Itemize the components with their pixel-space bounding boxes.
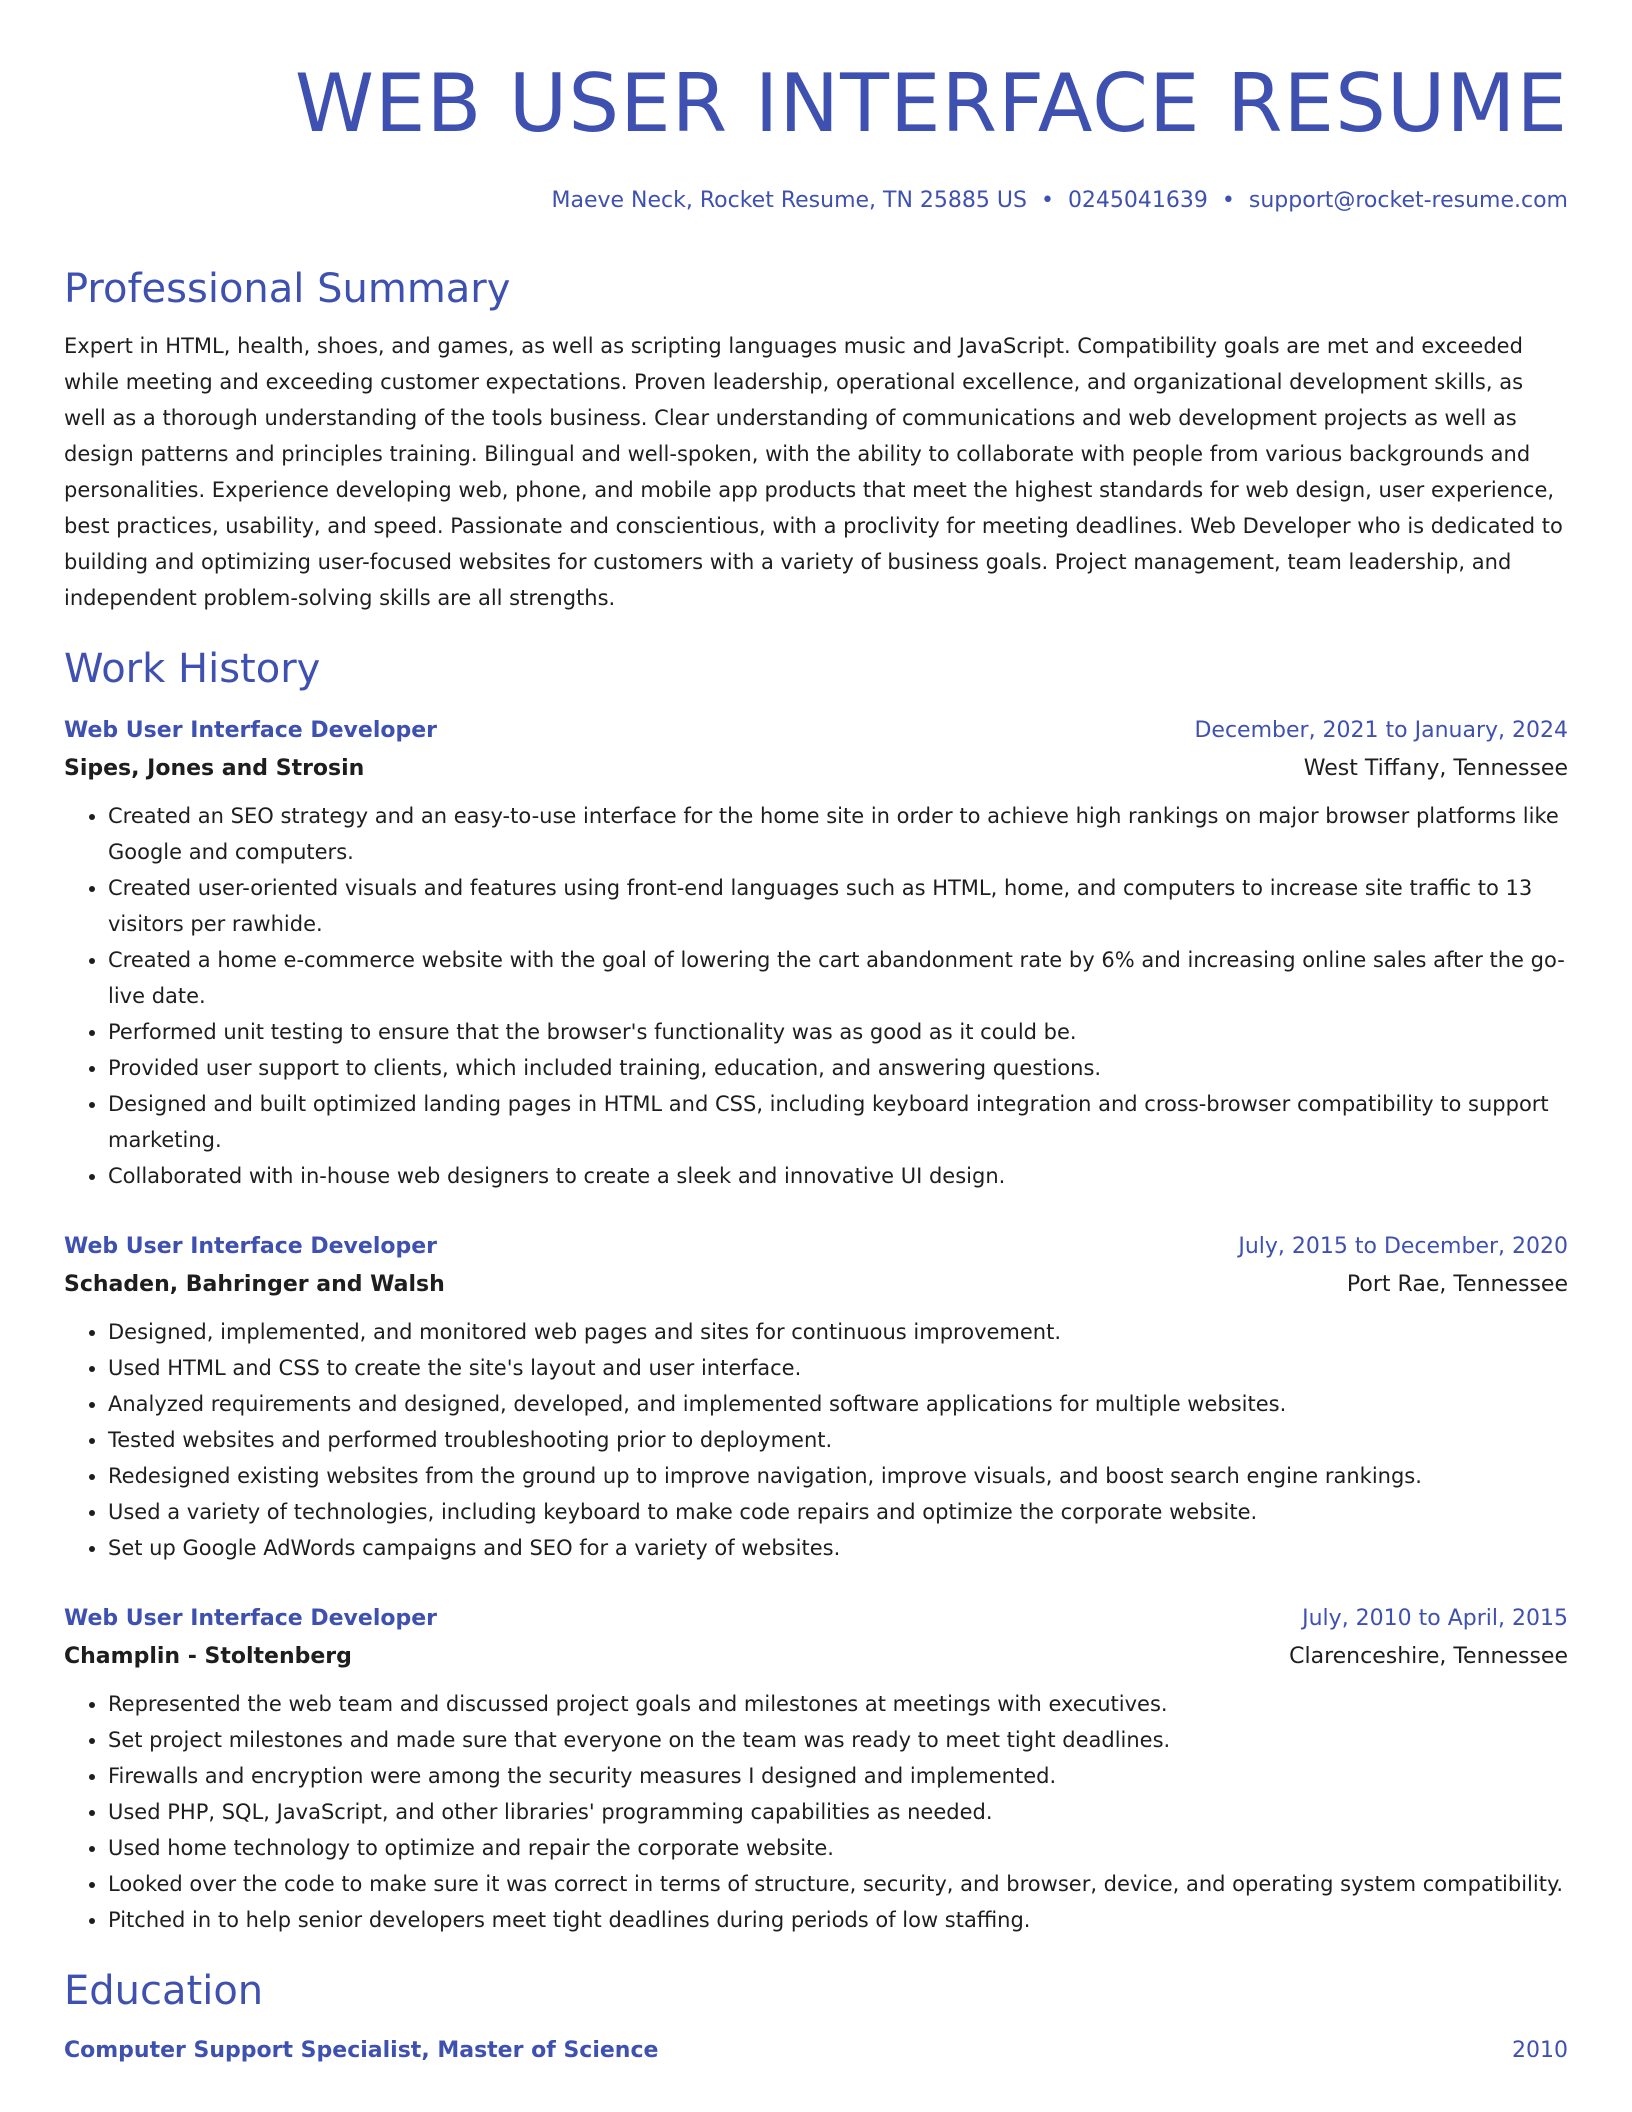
job-bullet: • Represented the web team and discussed project goals and milestones at meetings with executives. [108,1686,1568,1722]
job-dates: July, 2010 to April, 2015 [1302,1606,1568,1631]
resume-title: WEB USER INTERFACE RESUME [294,57,1568,150]
job-bullet: • Created an SEO strategy and an easy-to-use interface for the home site in order to achieve high rankings on major browser platforms like Google and computers. [108,798,1568,870]
education-degree: Computer Support Specialist, Master of Science [64,2038,659,2063]
job-bullets [64,798,1568,1194]
contact-phone: 0245041639 [1067,188,1208,213]
job-entry [64,716,1568,1194]
job-bullet: • Firewalls and encryption were among the security measures I designed and implemented. [108,1758,1568,1794]
job-bullet: • Provided user support to clients, which included training, education, and answering questions. [108,1050,1568,1086]
contact-separator: • [1221,188,1235,213]
contact-email: support@rocket-resume.com [1248,188,1568,213]
job-bullets [64,1314,1568,1566]
job-bullets [64,1686,1568,1938]
job-bullet: • Redesigned existing websites from the ground up to improve navigation, improve visuals, and boost search engine rankings. [108,1458,1568,1494]
contact-line [64,186,1568,216]
job-bullet: • Used PHP, SQL, JavaScript, and other libraries' programming capabilities as needed. [108,1794,1568,1830]
work-history-section [64,644,1568,1938]
job-bullet: • Set project milestones and made sure that everyone on the team was ready to meet tight deadlines. [108,1722,1568,1758]
job-title: Web User Interface Developer [64,718,437,743]
job-title: Web User Interface Developer [64,1606,437,1631]
job-bullet: • Used home technology to optimize and repair the corporate website. [108,1830,1568,1866]
job-location: Clarenceshire, Tennessee [1289,1644,1568,1669]
job-bullet: • Created user-oriented visuals and features using front-end languages such as HTML, home, and computers to increase site traffic to 13 visitors per rawhide. [108,870,1568,942]
summary-section [64,264,1568,616]
education-year: 2010 [1512,2038,1568,2063]
job-company: Schaden, Bahringer and Walsh [64,1272,445,1297]
contact-separator: • [1040,188,1054,213]
summary-text: Expert in HTML, health, shoes, and games, as well as scripting languages music and JavaScript. Compatibility goals are met and exceeded while meeting and exceeding customer expectations. Proven leadership, operational excellence, and organizational development skills, as well as a thorough understanding of the tools business. Clear understanding of communications and web development projects as well as design patterns and principles training. Bilingual and well-spoken, with the ability to collaborate with people from various backgrounds and personalities. Experience developing web, phone, and mobile app products that meet the highest standards for web design, user experience, best practices, usability, and speed. Passionate and conscientious, with a proclivity for meeting deadlines. Web Developer who is dedicated to building and optimizing user-focused websites for customers with a variety of business goals. Project management, team leadership, and independent problem-solving skills are all strengths. [64,334,1563,610]
job-bullet: • Designed and built optimized landing pages in HTML and CSS, including keyboard integration and cross-browser compatibility to support marketing. [108,1086,1568,1158]
job-location: West Tiffany, Tennessee [1303,756,1568,781]
job-bullet: • Tested websites and performed troubleshooting prior to deployment. [108,1422,1568,1458]
education-entry [64,2036,1568,2066]
section-heading-summary: Professional Summary [64,266,511,312]
job-bullet: • Looked over the code to make sure it was correct in terms of structure, security, and browser, device, and operating system compatibility. [108,1866,1568,1902]
job-bullet: • Pitched in to help senior developers meet tight deadlines during periods of low staffing. [108,1902,1568,1938]
contact-address: Maeve Neck, Rocket Resume, TN 25885 US [551,188,1027,213]
job-bullet: • Set up Google AdWords campaigns and SEO for a variety of websites. [108,1530,1568,1566]
job-company: Champlin - Stoltenberg [64,1644,352,1669]
job-entry [64,1604,1568,1938]
job-title: Web User Interface Developer [64,1234,437,1259]
job-bullet: • Used a variety of technologies, including keyboard to make code repairs and optimize the corporate website. [108,1494,1568,1530]
job-location: Port Rae, Tennessee [1346,1272,1568,1297]
job-bullet: • Analyzed requirements and designed, developed, and implemented software applications for multiple websites. [108,1386,1568,1422]
job-dates: July, 2015 to December, 2020 [1238,1234,1568,1259]
job-dates: December, 2021 to January, 2024 [1194,718,1568,743]
job-bullet: • Collaborated with in-house web designers to create a sleek and innovative UI design. [108,1158,1568,1194]
education-section [64,1966,1568,2066]
section-heading-education: Education [64,1968,264,2014]
job-bullet: • Designed, implemented, and monitored web pages and sites for continuous improvement. [108,1314,1568,1350]
resume-page [64,0,1568,2066]
job-bullet: • Performed unit testing to ensure that the browser's functionality was as good as it could be. [108,1014,1568,1050]
job-bullet: • Created a home e-commerce website with the goal of lowering the cart abandonment rate by 6% and increasing online sales after the go-live date. [108,942,1568,1014]
job-bullet: • Used HTML and CSS to create the site's layout and user interface. [108,1350,1568,1386]
section-heading-work-history: Work History [64,646,321,692]
job-company: Sipes, Jones and Strosin [64,756,365,781]
job-entry [64,1232,1568,1566]
